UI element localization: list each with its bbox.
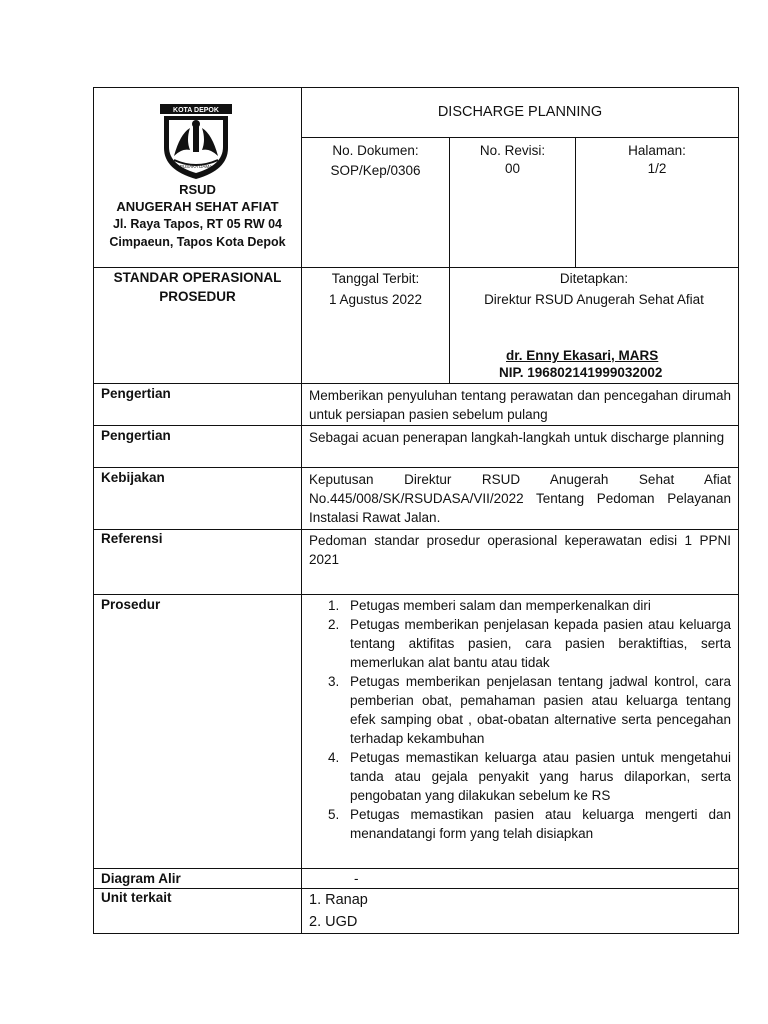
hospital-address-line2: Cimpaeun, Tapos Kota Depok [109,235,286,249]
referensi-text: Pedoman standar prosedur operasional keperawatan edisi 1 PPNI 2021 [309,533,731,567]
unit-item: 1. Ranap [309,892,368,908]
list-item: 2. Petugas memberikan penjelasan kepada pasien atau keluarga tentang aktifitas pasien, cara pasien beraktiftias, serta memerlukan alat bantu atau tidak [328,617,731,670]
svg-text:KOTA DEPOK: KOTA DEPOK [173,107,219,114]
svg-text:PUSAKA DAMA: PUSAKA DAMA [179,164,213,169]
hospital-name-rsud: RSUD [179,182,216,197]
pengertian-text: Memberikan penyuluhan tentang perawatan dan pencegahan dirumah untuk persiapan pasien sebelum pulang [309,388,731,422]
signer-name: dr. Enny Ekasari, MARS [506,348,659,363]
page-label: Halaman: [628,143,686,158]
list-item: 5. Petugas memastikan pasien atau keluarga mengerti dan menandatangi form yang telah disiapkan [328,807,731,841]
sop-label-line1: STANDAR OPERASIONAL [113,270,282,285]
diagram-alir-label: Diagram Alir [101,871,181,886]
referensi-label: Referensi [101,531,163,546]
prosedur-list [302,596,731,843]
sop-label-line2: PROSEDUR [159,289,236,304]
unit-item: 2. UGD [309,914,358,930]
list-item: 4. Petugas memastikan keluarga atau pasien untuk mengetahui tanda atau gejala penyakit yang harus dilaporkan, serta pengobatan yang dilakukan sebelum ke RS [328,750,731,803]
pengertian-label: Pengertian [101,386,171,401]
page-value: 1/2 [647,161,667,176]
diagram-alir-value: - [354,871,359,886]
hospital-address-line1: Jl. Raya Tapos, RT 05 RW 04 [112,217,283,231]
revision-value: 00 [504,161,521,176]
kebijakan-text: Keputusan Direktur RSUD Anugerah Sehat Afiat No.445/008/SK/RSUDASA/VII/2022 Tentang Pedoman Pelayanan Instalasi Rawat Jalan. [309,472,731,525]
established-label: Ditetapkan: [559,271,629,286]
tujuan-label: Pengertian [101,428,171,443]
hospital-name: ANUGERAH SEHAT AFIAT [116,199,279,214]
list-item: 1. Petugas memberi salam dan memperkenalkan diri [328,598,651,613]
revision-label: No. Revisi: [479,143,546,158]
issue-date-label: Tanggal Terbit: [331,271,420,286]
list-item: 3. Petugas memberikan penjelasan tentang jadwal kontrol, cara pemberian obat, pemahaman pasien atau keluarga tentang efek samping obat , obat-obatan alternative serta pencegahan terhadap kekambuhan [328,674,731,746]
prosedur-label: Prosedur [101,597,161,612]
document-title: DISCHARGE PLANNING [437,104,603,120]
kota-depok-logo [160,104,232,180]
signer-nip: NIP. 196802141999032002 [499,365,663,380]
established-by: Direktur RSUD Anugerah Sehat Afiat [484,292,704,307]
issue-date-value: 1 Agustus 2022 [328,292,423,307]
tujuan-text: Sebagai acuan penerapan langkah-langkah untuk discharge planning [309,430,725,445]
doc-number-value: SOP/Kep/0306 [330,163,421,178]
kebijakan-label: Kebijakan [101,470,165,485]
doc-number-label: No. Dokumen: [332,143,419,158]
unit-terkait-label: Unit terkait [101,890,172,905]
